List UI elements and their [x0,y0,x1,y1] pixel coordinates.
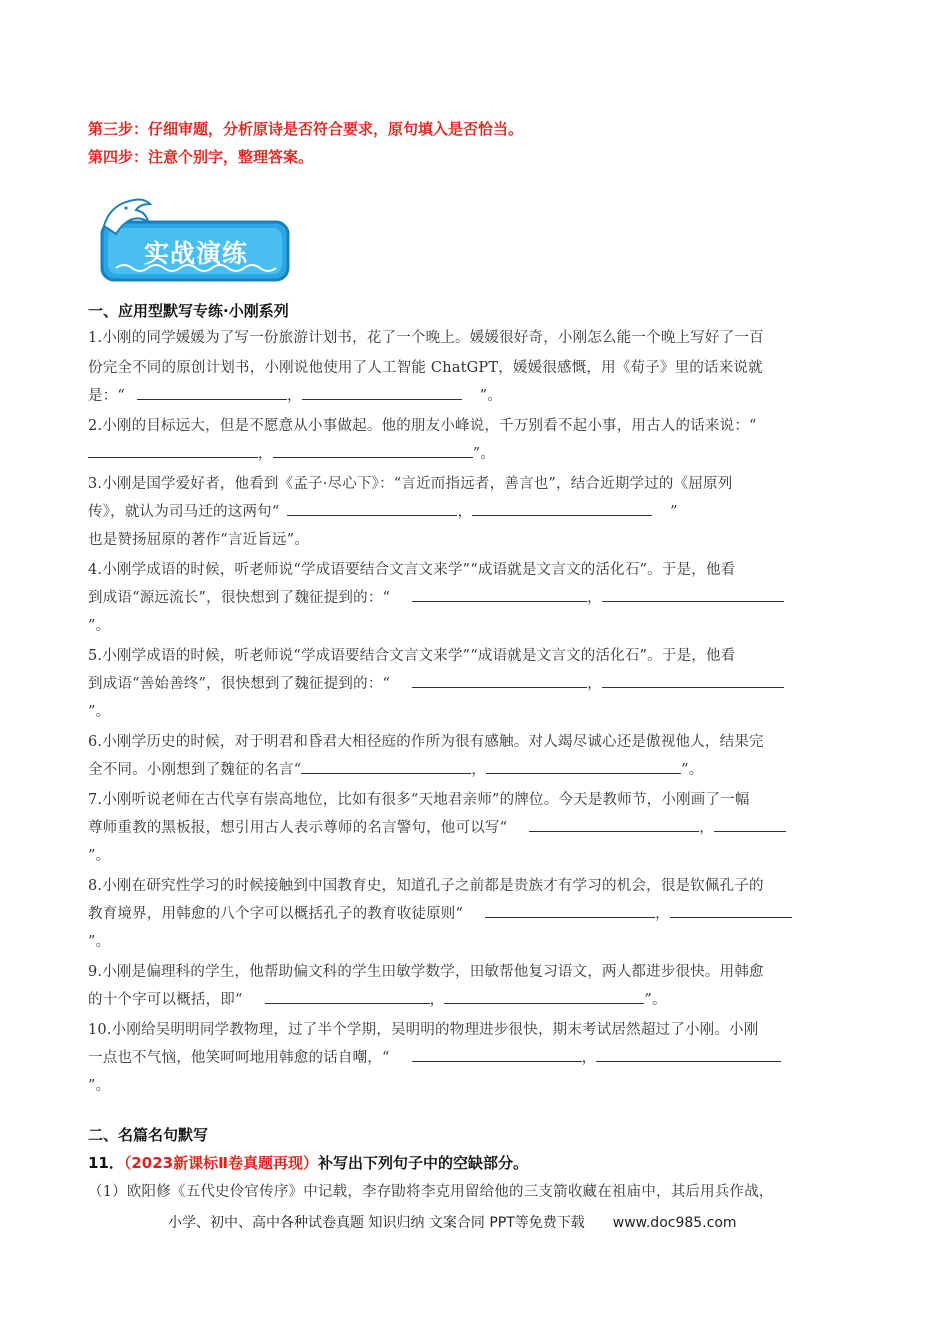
q4-line-3: ”。 [88,618,111,634]
q7-prefix: 尊师重教的黑板报，想引用古人表示尊师的名言警句，他可以写“ [88,820,508,836]
q11-heading [88,1152,528,1173]
q1-line-2: 份完全不同的原创计划书，小刚说他使用了人工智能 ChatGPT，媛媛很感慨，用《荀子》里的话来说就 [88,360,763,376]
q5-blank-2[interactable] [602,672,784,688]
q8-blank-1[interactable] [485,902,655,918]
q9-blank-1[interactable] [265,988,430,1004]
q7-comma: ， [699,820,714,836]
step-3-text: 第三步：仔细审题，分析原诗是否符合要求，原句填入是否恰当。 [88,120,524,138]
q7-line-2 [88,816,786,837]
q1-line-1: 1.小刚的同学媛媛为了写一份旅游计划书，花了一个晚上。媛媛很好奇，小刚怎么能一个晚上写好了一百 [88,330,764,346]
q9-line-2 [88,988,667,1009]
q6-close: ”。 [681,762,704,778]
q11-number: 11． [88,1154,124,1172]
q8-line-2 [88,902,792,923]
q10-comma: ， [581,1050,597,1066]
q2-blank-1[interactable] [88,442,258,458]
q5-line-3: ”。 [88,704,111,720]
q10-blank-1[interactable] [412,1046,582,1062]
q1-comma: ， [287,388,302,404]
q6-blank-2[interactable] [486,758,681,774]
q3-line-3: 也是赞扬屈原的著作“言近旨远”。 [88,532,310,548]
q3-blank-2[interactable] [472,500,652,516]
q2-blank-2[interactable] [273,442,473,458]
q4-line-1: 4.小刚学成语的时候，听老师说“学成语要结合文言文来学”“成语就是文言文的活化石”。于是，他看 [88,562,736,578]
q5-line-2 [88,672,784,693]
q3-close: ” [670,504,678,520]
q5-blank-1[interactable] [412,672,587,688]
q3-line-2 [88,500,678,521]
q3-prefix: 传》，就认为司马迁的这两句“ [88,504,280,520]
q1-close: ”。 [479,388,503,404]
practice-banner [96,196,292,286]
page-footer: 小学、初中、高中各种试卷真题 知识归纳 文案合同 PPT等免费下载 www.doc985.com [168,1215,737,1231]
q2-close: ”。 [472,446,496,462]
q9-line-1: 9.小刚是偏理科的学生，他帮助偏文科的学生田敏学数学，田敏帮他复习语文，两人都进步很快。用韩愈 [88,964,764,980]
q4-comma: ， [587,590,602,606]
q3-comma: ， [457,504,473,520]
q8-blank-2[interactable] [670,902,792,918]
q4-prefix: 到成语“源远流长”，很快想到了魏征提到的：“ [88,590,391,606]
q9-blank-2[interactable] [444,988,644,1004]
q5-prefix: 到成语“善始善终”，很快想到了魏征提到的：“ [88,676,391,692]
q11-source-tag: （2023新课标Ⅱ卷真题再现） [123,1154,319,1172]
q9-prefix: 的十个字可以概括，即“ [88,992,243,1008]
q3-blank-1[interactable] [287,500,457,516]
q10-line-3: ”。 [88,1078,111,1094]
q4-line-2 [88,586,784,607]
q10-line-2 [88,1046,781,1067]
q11-sub-1: （1）欧阳修《五代史伶官传序》中记载，李存勖将李克用留给他的三支箭收藏在祖庙中，其后用兵作战， [88,1184,774,1200]
q10-blank-2[interactable] [596,1046,781,1062]
q4-blank-1[interactable] [412,586,587,602]
q2-line-2 [88,442,495,463]
q8-line-1: 8.小刚在研究性学习的时候接触到中国教育史，知道孔子之前都是贵族才有学习的机会，很是钦佩孔子的 [88,878,764,894]
q11-instruction: 补写出下列句子中的空缺部分。 [318,1154,529,1172]
q1-blank-1[interactable] [137,384,287,400]
q9-comma: ， [429,992,445,1008]
q6-comma: ， [471,762,487,778]
q8-comma: ， [655,906,670,922]
q5-line-1: 5.小刚学成语的时候，听老师说“学成语要结合文言文来学”“成语就是文言文的活化石”。于是，他看 [88,648,736,664]
q5-comma: ， [587,676,602,692]
q2-comma: ， [258,446,273,462]
q7-blank-2[interactable] [714,816,786,832]
step-4-text: 第四步：注意个别字，整理答案。 [88,148,314,166]
q7-line-1: 7.小刚听说老师在古代享有崇高地位，比如有很多“天地君亲师”的牌位。今天是教师节，小刚画了一幅 [88,792,750,808]
banner-label: 实战演练 [144,239,249,268]
q7-blank-1[interactable] [529,816,699,832]
q6-blank-1[interactable] [301,758,471,774]
q10-prefix: 一点也不气恼，他笑呵呵地用韩愈的话自嘲，“ [88,1050,390,1066]
q2-line-1: 2.小刚的目标远大，但是不愿意从小事做起。他的朋友小峰说，千万别看不起小事，用古人的话来说：“ [88,418,757,434]
q10-line-1: 10.小刚给吴明明同学教物理，过了半个学期，吴明明的物理进步很快，期末考试居然超过了小刚。小刚 [88,1022,759,1038]
q1-blank-2[interactable] [302,384,462,400]
q8-line-3: ”。 [88,934,111,950]
q7-line-3: ”。 [88,848,111,864]
q8-prefix: 教育境界，用韩愈的八个字可以概括孔子的教育收徒原则“ [88,906,464,922]
q6-line-2 [88,758,703,779]
q1-open-quote: 是：“ [88,388,126,404]
q3-line-1: 3.小刚是国学爱好者，他看到《孟子·尽心下》：“言近而指远者，善言也”，结合近期学过的《屈原列 [88,476,733,492]
q4-blank-2[interactable] [602,586,784,602]
q9-close: ”。 [644,992,667,1008]
section-2-title: 二、名篇名句默写 [88,1126,209,1144]
q1-line-3 [88,384,502,405]
section-1-title: 一、应用型默写专练·小刚系列 [88,302,289,320]
q6-prefix: 全不同。小刚想到了魏征的名言“ [88,762,302,778]
q6-line-1: 6.小刚学历史的时候，对于明君和昏君大相径庭的作所为很有感触。对人竭尽诚心还是傲视他人，结果完 [88,734,764,750]
